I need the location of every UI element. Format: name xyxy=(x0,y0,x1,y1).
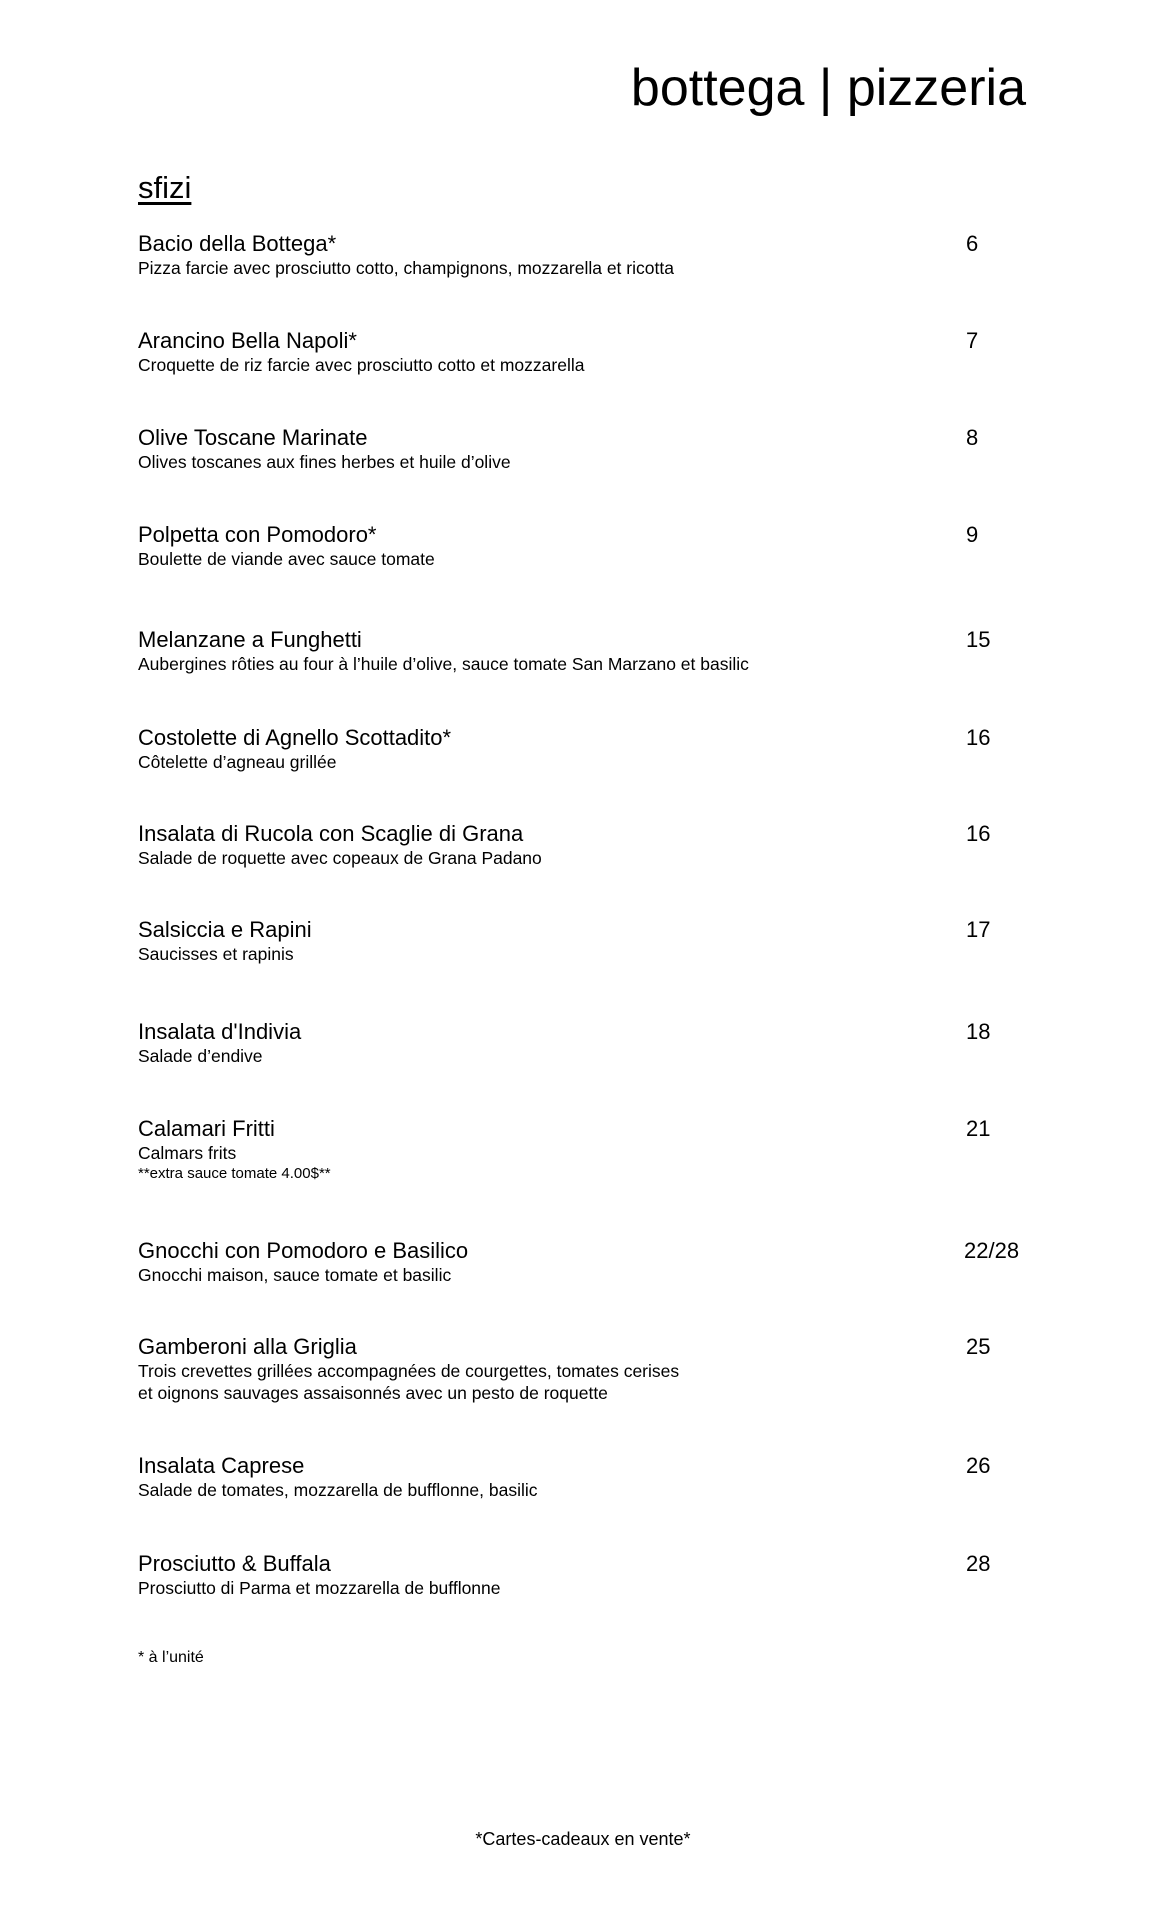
menu-item xyxy=(138,821,1028,869)
item-name: Gamberoni alla Griglia xyxy=(138,1334,357,1359)
menu-item xyxy=(138,917,1028,965)
item-description: Saucisses et rapinis xyxy=(138,944,294,964)
item-price: 9 xyxy=(966,522,979,547)
item-description: Côtelette d’agneau grillée xyxy=(138,752,337,772)
menu-item xyxy=(138,1116,1028,1184)
item-price: 17 xyxy=(966,917,991,942)
item-description: Salade de roquette avec copeaux de Grana Padano xyxy=(138,848,542,868)
item-description-line-2: et oignons sauvages assaisonnés avec un pesto de roquette xyxy=(138,1383,608,1403)
item-name: Gnocchi con Pomodoro e Basilico xyxy=(138,1238,469,1263)
item-description: Calmars frits xyxy=(138,1143,237,1163)
footnote: * à l’unité xyxy=(138,1649,204,1666)
menu-item xyxy=(138,231,1028,279)
item-price: 26 xyxy=(966,1453,991,1478)
item-name: Costolette di Agnello Scottadito* xyxy=(138,725,452,750)
item-name: Calamari Fritti xyxy=(138,1116,275,1141)
item-price: 16 xyxy=(966,725,991,750)
item-description: Boulette de viande avec sauce tomate xyxy=(138,549,435,569)
item-name: Bacio della Bottega* xyxy=(138,231,337,256)
item-name: Insalata di Rucola con Scaglie di Grana xyxy=(138,821,524,846)
item-description: Aubergines rôties au four à l’huile d’olive, sauce tomate San Marzano et basilic xyxy=(138,654,749,674)
item-price: 6 xyxy=(966,231,979,256)
item-description: Trois crevettes grillées accompagnées de courgettes, tomates cerises xyxy=(138,1361,680,1381)
item-name: Olive Toscane Marinate xyxy=(138,425,368,450)
item-description: Gnocchi maison, sauce tomate et basilic xyxy=(138,1265,452,1285)
menu-item xyxy=(138,1453,1028,1501)
item-description: Pizza farcie avec prosciutto cotto, champignons, mozzarella et ricotta xyxy=(138,258,674,278)
item-price: 25 xyxy=(966,1334,991,1359)
item-price: 21 xyxy=(966,1116,991,1141)
gift-cards-note: *Cartes-cadeaux en vente* xyxy=(475,1829,691,1849)
menu-item xyxy=(138,725,1028,773)
item-name: Arancino Bella Napoli* xyxy=(138,328,357,353)
item-price: 22/28 xyxy=(964,1238,1020,1263)
item-name: Melanzane a Funghetti xyxy=(138,627,362,652)
item-name: Insalata d'Indivia xyxy=(138,1019,302,1044)
menu-item xyxy=(138,522,1028,570)
menu-item xyxy=(138,1238,1028,1286)
item-price: 28 xyxy=(966,1551,991,1576)
item-description: Croquette de riz farcie avec prosciutto cotto et mozzarella xyxy=(138,355,585,375)
section-title: sfizi xyxy=(138,170,192,205)
item-price: 18 xyxy=(966,1019,991,1044)
item-price: 15 xyxy=(966,627,991,652)
menu-item xyxy=(138,1019,1028,1067)
menu-item xyxy=(138,627,1028,675)
item-price: 8 xyxy=(966,425,979,450)
item-name: Salsiccia e Rapini xyxy=(138,917,312,942)
item-description: Prosciutto di Parma et mozzarella de bufflonne xyxy=(138,1578,501,1598)
item-note: **extra sauce tomate 4.00$** xyxy=(138,1165,331,1182)
menu-item xyxy=(138,328,1028,376)
item-price: 16 xyxy=(966,821,991,846)
item-name: Insalata Caprese xyxy=(138,1453,305,1478)
item-price: 7 xyxy=(966,328,979,353)
item-description: Salade de tomates, mozzarella de bufflonne, basilic xyxy=(138,1480,538,1500)
menu-item xyxy=(138,425,1028,473)
restaurant-title: bottega | pizzeria xyxy=(630,59,1026,117)
menu-item xyxy=(138,1334,1028,1404)
item-description: Salade d’endive xyxy=(138,1046,263,1066)
item-description: Olives toscanes aux fines herbes et huile d’olive xyxy=(138,452,511,472)
item-name: Polpetta con Pomodoro* xyxy=(138,522,377,547)
menu-item xyxy=(138,1551,1028,1599)
item-name: Prosciutto & Buffala xyxy=(138,1551,331,1576)
